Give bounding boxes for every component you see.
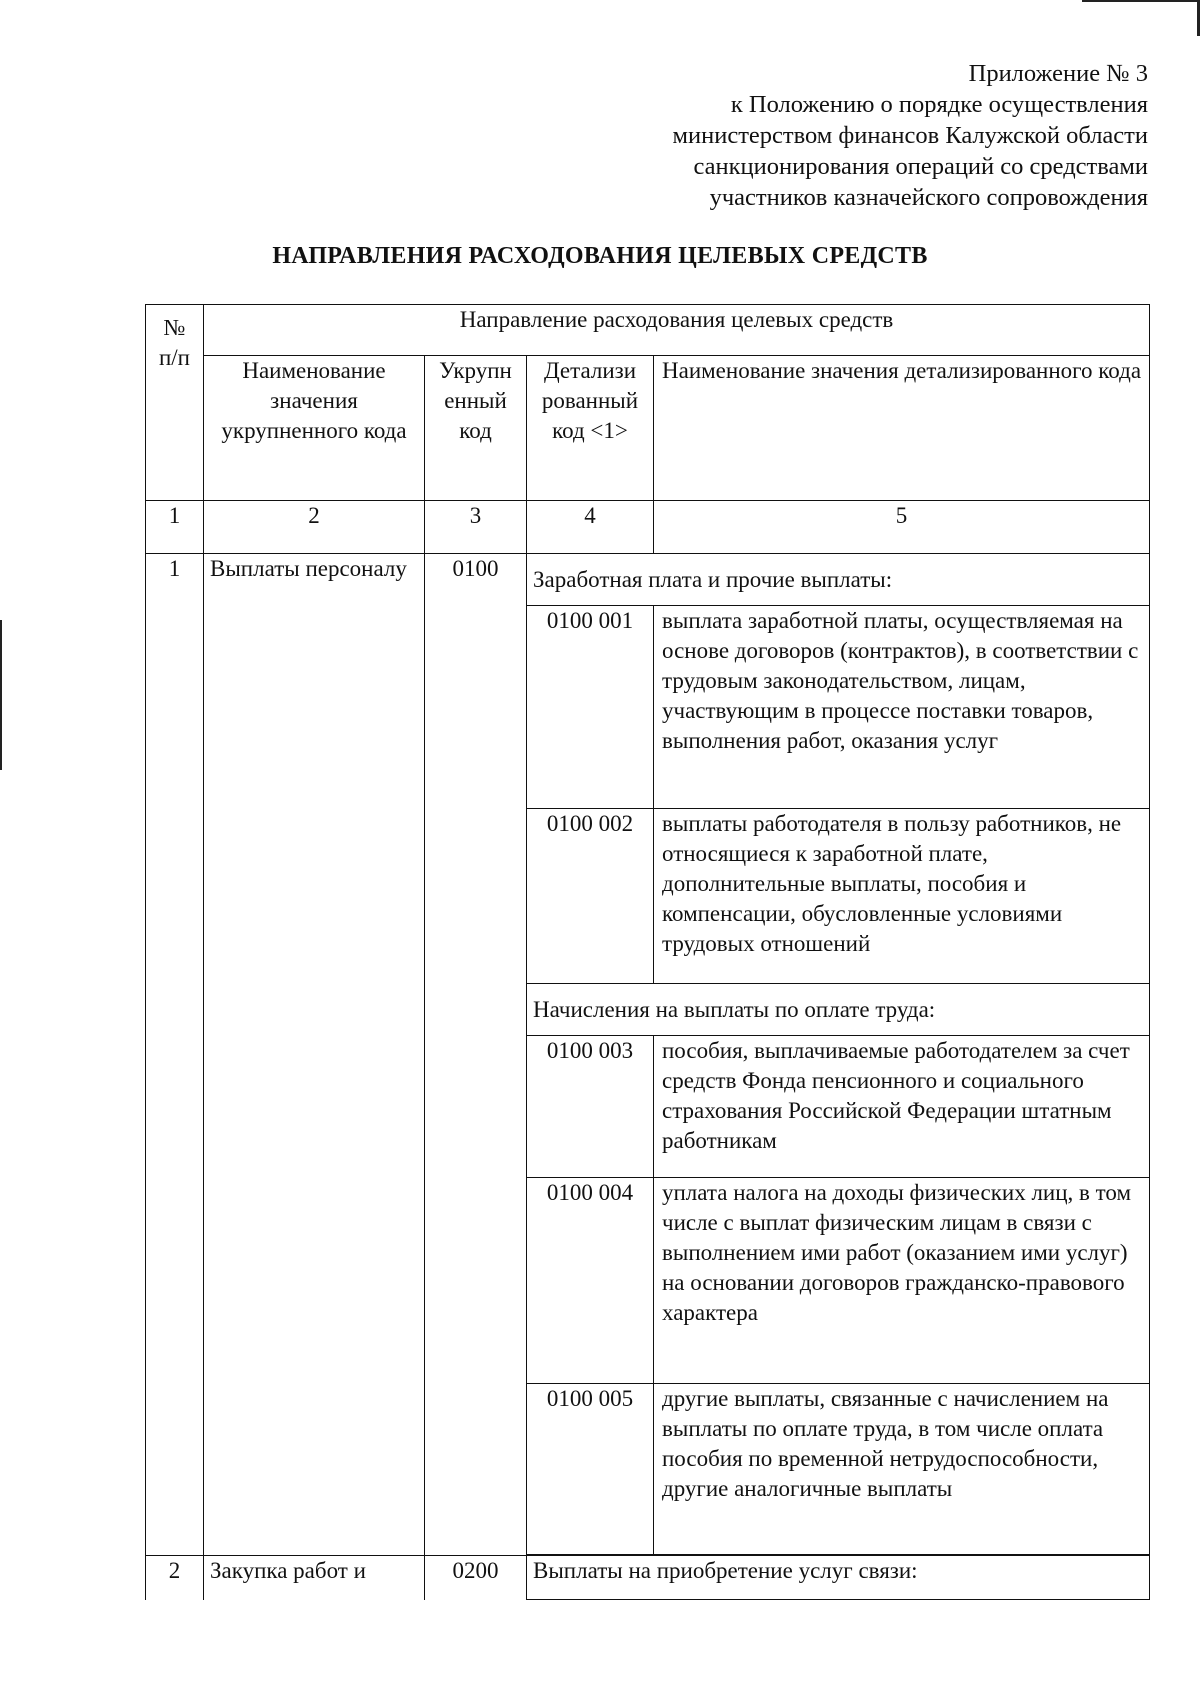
table-header-row	[146, 356, 1150, 501]
detail-text: другие выплаты, связанные с начислением на выплаты по оплате труда, в том числе оплата пособия по временной нетрудоспособности, другие аналогичные выплаты	[654, 1384, 1150, 1555]
table-row	[146, 554, 1150, 606]
detail-text: уплата налога на доходы физических лиц, в том числе с выплат физическим лицам в связи с выполнением ими работ (оказанием ими услуг) на основании договоров гражданско-правового характера	[654, 1178, 1150, 1384]
detail-text: выплаты работодателя в пользу работников, не относящиеся к заработной плате, дополнительные выплаты, пособия и компенсации, обусловленные условиями трудовых отношений	[654, 809, 1150, 984]
column-number: 4	[527, 501, 654, 554]
table-row	[146, 1556, 1150, 1600]
header-col2: Наименование значения укрупненного кода	[204, 356, 425, 501]
aggregate-name: Выплаты персоналу	[204, 554, 425, 1556]
scan-edge-mark	[0, 620, 2, 770]
column-number: 2	[204, 501, 425, 554]
row-number: 1	[146, 554, 204, 1556]
row-number: 2	[146, 1556, 204, 1600]
header-group: Направление расходования целевых средств	[204, 305, 1150, 356]
detail-code: 0100 002	[527, 809, 654, 984]
detail-text: пособия, выплачиваемые работодателем за счет средств Фонда пенсионного и социального страхования Российской Федерации штатным работникам	[654, 1036, 1150, 1178]
aggregate-name: Закупка работ и	[204, 1556, 425, 1600]
header-col3: Укрупн енный код	[425, 356, 527, 501]
appendix-line: к Положению о порядке осуществления	[730, 91, 1148, 118]
column-number: 1	[146, 501, 204, 554]
expense-directions-table	[145, 304, 1150, 1600]
detail-text: выплата заработной платы, осуществляемая на основе договоров (контрактов), в соответствии с трудовым законодательством, лицам, участвующим в процессе поставки товаров, выполнения работ, оказания услуг	[654, 606, 1150, 809]
table-header-row	[146, 305, 1150, 356]
detail-group-heading: Выплаты на приобретение услуг связи:	[527, 1556, 1150, 1600]
aggregate-code: 0100	[425, 554, 527, 1556]
appendix-line: санкционирования операций со средствами	[693, 153, 1148, 180]
detail-code: 0100 003	[527, 1036, 654, 1178]
detail-group-heading: Заработная плата и прочие выплаты:	[527, 554, 1150, 606]
header-num: № п/п	[146, 305, 204, 501]
detail-code: 0100 005	[527, 1384, 654, 1555]
detail-group-heading: Начисления на выплаты по оплате труда:	[527, 984, 1150, 1036]
column-number: 3	[425, 501, 527, 554]
scan-edge-mark	[1082, 0, 1200, 2]
column-number: 5	[654, 501, 1150, 554]
detail-code: 0100 004	[527, 1178, 654, 1384]
document-title: НАПРАВЛЕНИЯ РАСХОДОВАНИЯ ЦЕЛЕВЫХ СРЕДСТВ	[272, 243, 928, 269]
aggregate-code: 0200	[425, 1556, 527, 1600]
appendix-line: Приложение № 3	[968, 60, 1148, 87]
header-col5: Наименование значения детализированного кода	[654, 356, 1150, 501]
appendix-line: участников казначейского сопровождения	[709, 184, 1148, 211]
appendix-line: министерством финансов Калужской области	[672, 122, 1148, 149]
header-col4: Детализи рованный код <1>	[527, 356, 654, 501]
column-number-row	[146, 501, 1150, 554]
detail-code: 0100 001	[527, 606, 654, 809]
appendix-note	[548, 58, 1148, 213]
